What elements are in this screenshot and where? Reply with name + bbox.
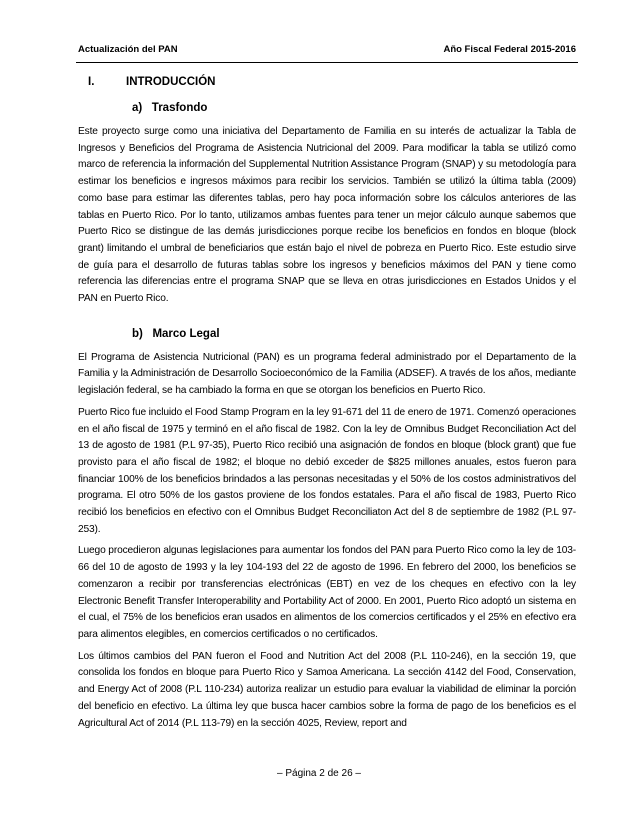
header-divider <box>76 62 578 63</box>
page-content <box>78 76 576 737</box>
subsection-heading-marco-legal: b) Marco Legal <box>132 327 220 340</box>
header-left-title: Actualización del PAN <box>78 44 178 55</box>
paragraph-marco-legal-4: Los últimos cambios del PAN fueron el Food and Nutrition Act del 2008 (P.L 110-246), en la sección 19, que consolida los fondos en bloque para Puerto Rico y Samoa Americana. La sección 4142 del Food, Conservation, and Energy Act of 2008 (P.L 110-234) autoriza realizar un estudio para evaluar la viabilidad de eliminar la porción del beneficio en efectivo. La última ley que busca hacer cambios sobre la forma de pago de los beneficios es el Agricultural Act of 2014 (P.L 113-79) en la sección 4025, Review, report and <box>78 650 576 729</box>
page-header <box>78 44 576 60</box>
section-number: I. <box>88 76 95 88</box>
paragraph-marco-legal-1: El Programa de Asistencia Nutricional (PAN) es un programa federal administrado por el Departamento de la Familia y la Administración de Desarrollo Socioeconómico de la Familia (ADSEF). A través de los años, mediante legislación federal, se ha cambiado la forma en que se otorgan los beneficios en Puerto Rico. <box>78 351 576 397</box>
section-title: INTRODUCCIÓN <box>126 76 216 88</box>
paragraph-marco-legal-2: Puerto Rico fue incluido el Food Stamp Program en la ley 91-671 del 11 de enero de 1971. Comenzó operaciones en el año fiscal de 1975 y terminó en el año fiscal de 1982. Con la ley de Omnibus Budget Reconciliation Act del 13 de agosto de 1981 (P.L 97-35), Puerto Rico recibió una asignación de fondos en bloque (block grant) que fue provisto para el año fiscal de 1982; el bloque no debió exceder de $825 millones anuales, estos fueron para financiar 100% de los beneficios brindados a las personas necesitadas y el 50% de los costos administrativos del programa. El otro 50% de los gastos proviene de los fondos estatales. Para el año fiscal de 1983, Puerto Rico recibió los beneficios en efectivo con el Omnibus Budget Reconciliaton Act del 8 de septiembre de 1982 (P.L 97-253). <box>78 406 576 535</box>
section-heading <box>88 76 576 90</box>
subsection-heading-trasfondo: a) Trasfondo <box>132 102 208 114</box>
header-right-title: Año Fiscal Federal 2015-2016 <box>443 44 576 55</box>
page-footer: – Página 2 de 26 – <box>277 768 361 779</box>
paragraph-trasfondo: Este proyecto surge como una iniciativa del Departamento de Familia en su interés de actualizar la Tabla de Ingresos y Beneficios del Programa de Asistencia Nutricional del 2009. Para modificar la tabla se utilizó como marco de referencia la información del Supplemental Nutrition Assistance Program (SNAP) y su metodología para estimar los beneficios e ingresos máximos para recibir los servicios. También se utilizó la última tabla (2009) como base para estimar las diferentes tablas, pero hay poca información sobre los cálculos anteriores de las tablas en Puerto Rico. Por lo tanto, utilizamos ambas fuentes para tener un mejor cálculo aunque sabemos que Puerto Rico se distingue de las demás jurisdicciones porque recibe los beneficios en fondos en bloque (block grant) limitando el umbral de beneficiarios que están bajo el nivel de pobreza en Puerto Rico. Este estudio sirve de guía para el desarrollo de futuras tablas sobre los ingresos y beneficios máximos del PAN y tiene como referencia las diferencias entre el programa SNAP que se lleva en otras jurisdicciones en Estados Unidos y el PAN en Puerto Rico. <box>78 126 576 305</box>
paragraph-marco-legal-3: Luego procedieron algunas legislaciones para aumentar los fondos del PAN para Puerto Rico como la ley de 103-66 del 10 de agosto de 1993 y la ley 104-193 del 22 de agosto de 1996. En febrero del 2000, los beneficios se comenzaron a recibir por transferencias electrónicas (EBT) en vez de los cheques en efectivo con la ley Electronic Benefit Transfer Interoperability and Portability Act of 2000. En 2001, Puerto Rico adoptó un sistema en el cual, el 75% de los beneficios eran usados en alimentos de los comercios certificados y el 25% en efectivo era para alimentos elegibles, en comercios certificados o no certificados. <box>78 545 576 640</box>
